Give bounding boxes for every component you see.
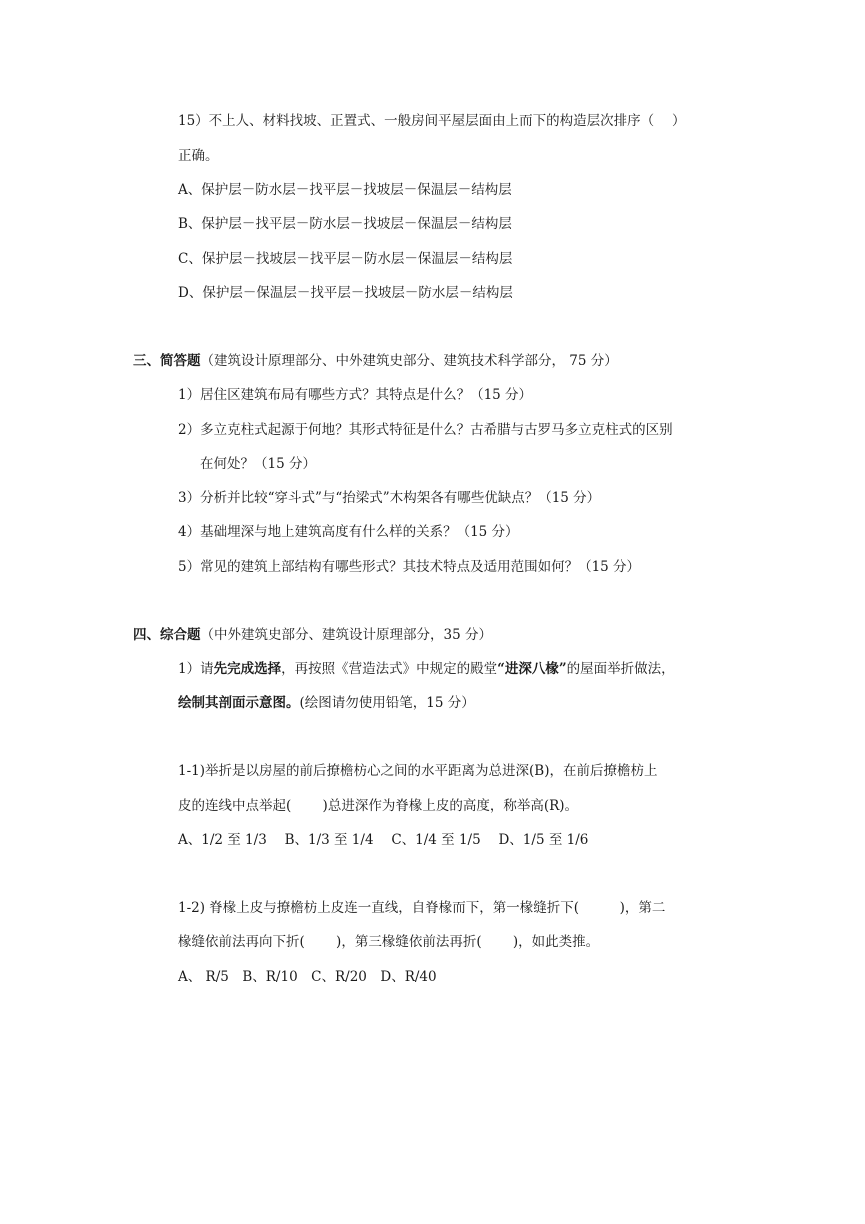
section4-desc: （中外建筑史部分、建筑设计原理部分，35 分） [200,627,492,643]
q1-text-b: 先完成选择 [213,661,282,677]
q1-text-g: (绘图请勿使用铅笔，15 分） [299,695,475,711]
section4-title: 四、综合题 [133,627,201,643]
section4-q1-line1 [178,660,675,678]
q15-option-a: A、保护层－防水层－找平层－找坡层－保温层－结构层 [178,182,512,198]
section3-item-1: 1）居住区建筑布局有哪些方式？其特点是什么？（15 分） [178,387,533,403]
q1-text-d: “进深八椽” [497,661,567,677]
section3-item-4: 4）基础埋深与地上建筑高度有什么样的关系？（15 分） [178,524,519,540]
section3-heading [133,352,618,370]
q1-1-options: A、1/2 至 1/3 B、1/3 至 1/4 C、1/4 至 1/5 D、1/5 至 1/6 [178,832,589,848]
q1-text-e: 的屋面举折做法， [566,661,675,677]
section3-item-2: 2）多立克柱式起源于何地？其形式特征是什么？古希腊与古罗马多立克柱式的区别 [178,422,673,438]
section3-item-3: 3）分析并比较“穿斗式”与“抬梁式”木构架各有哪些优缺点？（15 分） [178,490,601,506]
section3-desc: （建筑设计原理部分、中外建筑史部分、建筑技术科学部分， 75 分） [200,353,618,369]
section3-title: 三、简答题 [133,353,201,369]
q15-stem-line1: 15）不上人、材料找坡、正置式、一般房间平屋层面由上而下的构造层次排序（ ） [178,113,686,129]
q15-option-b: B、保护层－找平层－防水层－找坡层－保温层－结构层 [178,216,512,232]
q1-text-f: 绘制其剖面示意图。 [178,695,300,711]
section4-q1-line2 [178,694,475,712]
q1-2-options: A、 R/5 B、R/10 C、R/20 D、R/40 [178,969,437,985]
q15-option-c: C、保护层－找坡层－找平层－防水层－保温层－结构层 [178,251,513,267]
q1-1-line1: 1-1)举折是以房屋的前后撩檐枋心之间的水平距离为总进深(B)，在前后撩檐枋上 [178,763,658,779]
q15-option-d: D、保护层－保温层－找平层－找坡层－防水层－结构层 [178,285,513,301]
section4-heading [133,626,492,644]
q1-2-line1: 1-2) 脊椽上皮与撩檐枋上皮连一直线，自脊椽而下，第一椽缝折下( )，第二 [178,900,666,916]
q1-1-line2: 皮的连线中点举起( )总进深作为脊椽上皮的高度，称举高(R)。 [178,798,579,814]
q1-text-c: ，再按照《营造法式》中规定的殿堂 [281,661,498,677]
section3-item-5: 5）常见的建筑上部结构有哪些形式？其技术特点及适用范围如何？（15 分） [178,559,641,575]
section3-item-2-cont: 在何处？（15 分） [200,456,316,472]
q15-stem-line2: 正确。 [178,148,219,164]
q1-2-line2: 椽缝依前法再向下折( )，第三椽缝依前法再折( )，如此类推。 [178,934,600,950]
q1-text-a: 1）请 [178,661,214,677]
